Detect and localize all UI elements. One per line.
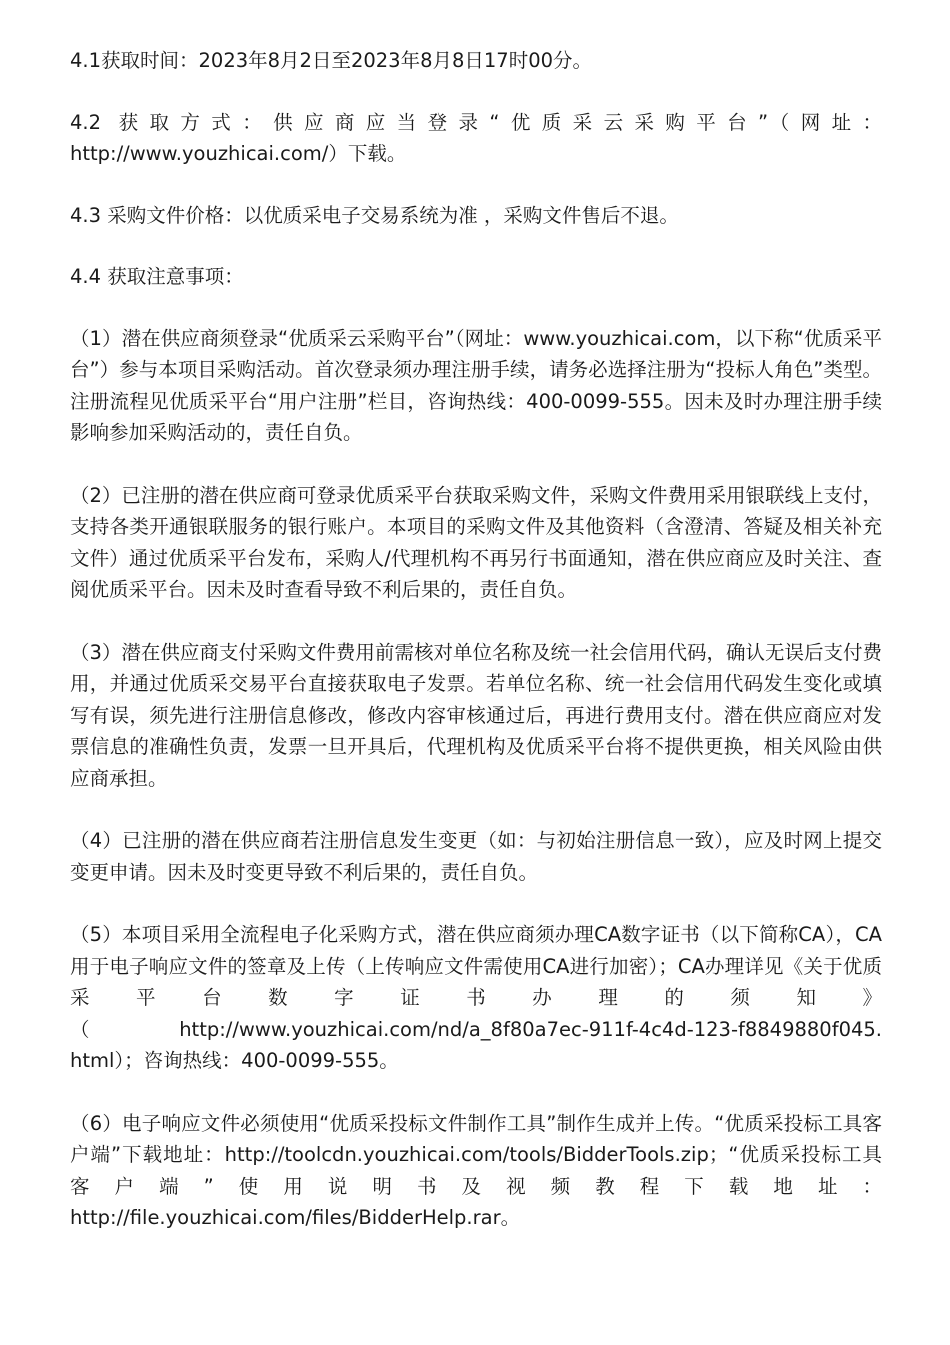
section-4-2-line-2: http://www.youzhicai.com/）下载。: [70, 142, 407, 165]
section-4-3-document-price: 4.3 采购文件价格：以优质采电子交易系统为准 ，采购文件售后不退。: [70, 203, 679, 227]
document-page: [70, 45, 882, 1234]
notice-item-5-body: （5）本项目采用全流程电子化采购方式，潜在供应商须办理CA数字证书（以下简称CA），CA用于电子响应文件的签章及上传（上传响应文件需使用CA进行加密）；CA办理详见《关于优质采平台数字证书办理的须知》: [70, 923, 882, 1009]
notice-item-5: [70, 919, 882, 1077]
notice-item-4: （4）已注册的潜在供应商若注册信息发生变更（如：与初始注册信息一致），应及时网上提交变更申请。因未及时变更导致不利后果的，责任自负。: [70, 829, 882, 884]
notice-item-6-body: （6）电子响应文件必须使用“优质采投标文件制作工具”制作生成并上传。“优质采投标工具客户端”下载地址：http://toolcdn.youzhicai.com/tools/BidderTools.zip；“优质采投标工具客户端”使用说明书及视频教程下载地址：: [70, 1111, 882, 1198]
section-4-2-acquisition-method: [70, 107, 882, 170]
notice-item-6-help-url: http://file.youzhicai.com/files/BidderHelp.rar。: [70, 1206, 521, 1229]
section-4-4-notes-heading: 4.4 获取注意事项：: [70, 265, 244, 288]
notice-item-2: （2）已注册的潜在供应商可登录优质采平台获取采购文件，采购文件费用采用银联线上支付，支持各类开通银联服务的银行账户。本项目的采购文件及其他资料（含澄清、答疑及相关补充文件）通过优质采平台发布，采购人/代理机构不再另行书面通知，潜在供应商应及时关注、查阅优质采平台。因未及时查看导致不利后果的，责任自负。: [70, 483, 882, 601]
notice-item-1: （1）潜在供应商须登录“优质采云采购平台”（网址：www.youzhicai.com，以下称“优质采平台”）参与本项目采购活动。首次登录须办理注册手续，请务必选择注册为“投标人角色”类型。注册流程见优质采平台“用户注册”栏目，咨询热线：400-0099-555。因未及时办理注册手续影响参加采购活动的，责任自负。: [70, 326, 882, 444]
notice-item-5-hotline: html）；咨询热线：400-0099-555。: [70, 1049, 399, 1072]
section-4-2-line-1: 4.2 获取方式：供应商应当登录“优质采云采购平台”（网址：: [70, 110, 882, 134]
notice-item-5-url: （ http://www.youzhicai.com/nd/a_8f80a7ec-911f-4c4d-123-f8849880f045.: [70, 1017, 882, 1041]
section-4-1-acquisition-time: 4.1获取时间：2023年8月2日至2023年8月8日17时00分。: [70, 49, 593, 72]
notice-item-3: （3）潜在供应商支付采购文件费用前需核对单位名称及统一社会信用代码，确认无误后支付费用，并通过优质采交易平台直接获取电子发票。若单位名称、统一社会信用代码发生变化或填写有误，须先进行注册信息修改，修改内容审核通过后，再进行费用支付。潜在供应商应对发票信息的准确性负责，发票一旦开具后，代理机构及优质采平台将不提供更换，相关风险由供应商承担。: [70, 640, 882, 790]
notice-item-6: [70, 1108, 882, 1234]
